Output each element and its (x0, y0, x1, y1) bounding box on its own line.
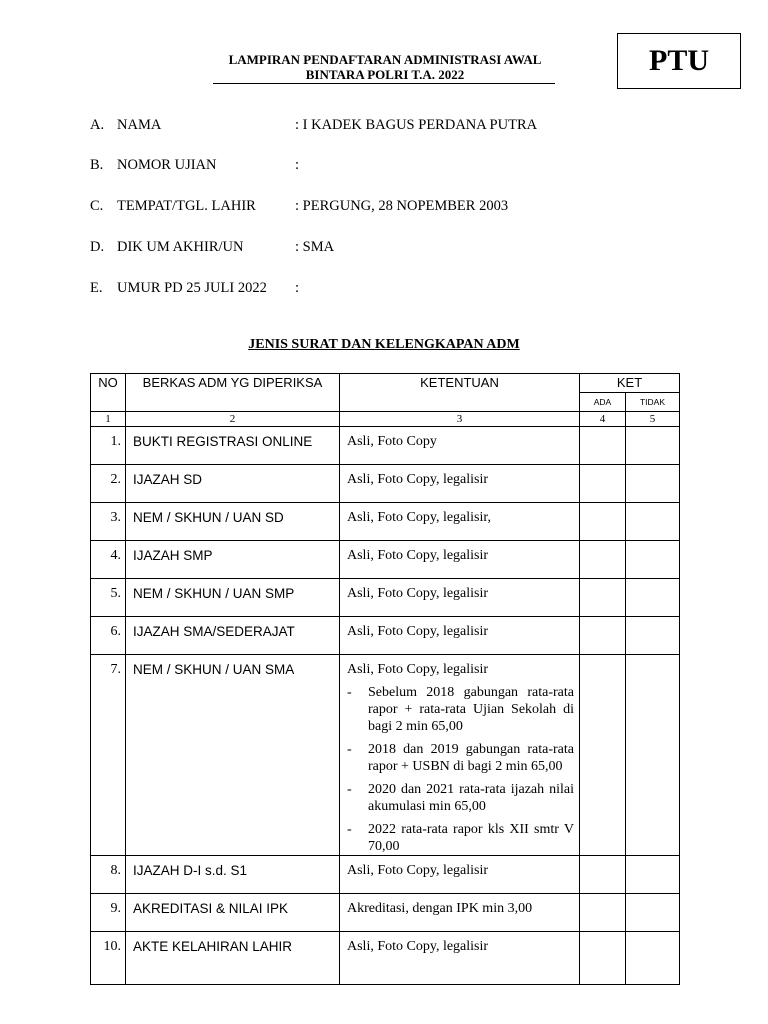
field-letter: C. (90, 198, 104, 214)
row-ketentuan: Asli, Foto Copy, legalisir (340, 932, 580, 985)
check-tidak[interactable] (626, 894, 680, 932)
check-ada[interactable] (580, 894, 626, 932)
table-row (91, 932, 680, 985)
row-number: 6. (91, 617, 126, 655)
row-number: 1. (91, 427, 126, 465)
check-ada[interactable] (580, 541, 626, 579)
row-berkas: NEM / SKHUN / UAN SMA (126, 655, 340, 856)
field-value: : (295, 157, 300, 173)
row-berkas: IJAZAH SMA/SEDERAJAT (126, 617, 340, 655)
check-tidak[interactable] (626, 579, 680, 617)
check-tidak[interactable] (626, 932, 680, 985)
field-letter: B. (90, 157, 104, 173)
field-letter: D. (90, 239, 105, 255)
table-row (91, 427, 680, 465)
field-letter: A. (90, 117, 105, 133)
row-ketentuan: Akreditasi, dengan IPK min 3,00 (340, 894, 580, 932)
requirement-note: - Sebelum 2018 gabungan rata-rata rapor + rata-rata Ujian Sekolah di bagi 2 min 65,00 (347, 684, 579, 735)
row-berkas: AKTE KELAHIRAN LAHIR (126, 932, 340, 985)
column-number: 3 (340, 412, 580, 427)
check-tidak[interactable] (626, 541, 680, 579)
row-number: 4. (91, 541, 126, 579)
title-line-1: LAMPIRAN PENDAFTARAN ADMINISTRASI AWAL (228, 52, 542, 67)
row-ketentuan: Asli, Foto Copy, legalisir (340, 465, 580, 503)
table-header-row (91, 374, 680, 393)
table-row (91, 465, 680, 503)
column-number: 2 (126, 412, 340, 427)
requirement-notes (347, 684, 579, 855)
table-row (91, 856, 680, 894)
row-berkas: NEM / SKHUN / UAN SD (126, 503, 340, 541)
check-ada[interactable] (580, 856, 626, 894)
field-label: NAMA (117, 117, 162, 133)
code-box: PTU (617, 33, 741, 89)
column-number: 1 (91, 412, 126, 427)
row-ketentuan-detail (340, 655, 580, 856)
table-row (91, 579, 680, 617)
row-number: 9. (91, 894, 126, 932)
row-berkas: IJAZAH D-I s.d. S1 (126, 856, 340, 894)
header-ada: ADA (580, 393, 626, 412)
row-number: 10. (91, 932, 126, 985)
header-no: NO (91, 374, 126, 412)
documents-table (90, 373, 680, 985)
field-label: UMUR PD 25 JULI 2022 (117, 280, 267, 296)
row-number: 2. (91, 465, 126, 503)
section-title-text: JENIS SURAT DAN KELENGKAPAN ADM (248, 337, 520, 352)
row-number: 5. (91, 579, 126, 617)
table-row (91, 541, 680, 579)
field-nomor-ujian (90, 157, 610, 177)
row-berkas: IJAZAH SD (126, 465, 340, 503)
title-underline (213, 83, 555, 84)
table-row (91, 655, 680, 856)
field-value: : I KADEK BAGUS PERDANA PUTRA (295, 117, 538, 133)
table-row (91, 503, 680, 541)
field-nama (90, 117, 610, 137)
header-ket: KET (580, 374, 680, 393)
row-ketentuan: Asli, Foto Copy (340, 427, 580, 465)
row-number: 7. (91, 655, 126, 856)
check-tidak[interactable] (626, 503, 680, 541)
check-ada[interactable] (580, 427, 626, 465)
row-berkas: NEM / SKHUN / UAN SMP (126, 579, 340, 617)
field-letter: E. (90, 280, 103, 296)
field-label: NOMOR UJIAN (117, 157, 217, 173)
row-number: 3. (91, 503, 126, 541)
check-tidak[interactable] (626, 655, 680, 856)
column-number: 4 (580, 412, 626, 427)
check-ada[interactable] (580, 655, 626, 856)
requirement-note: - 2022 rata-rata rapor kls XII smtr V 70,00 (347, 821, 579, 855)
row-ketentuan: Asli, Foto Copy, legalisir (347, 662, 489, 677)
check-ada[interactable] (580, 579, 626, 617)
row-berkas: IJAZAH SMP (126, 541, 340, 579)
check-tidak[interactable] (626, 856, 680, 894)
requirement-note: - 2018 dan 2019 gabungan rata-rata rapor + USBN di bagi 2 min 65,00 (347, 741, 579, 775)
check-ada[interactable] (580, 932, 626, 985)
field-label: TEMPAT/TGL. LAHIR (117, 198, 256, 214)
check-tidak[interactable] (626, 617, 680, 655)
row-ketentuan: Asli, Foto Copy, legalisir (340, 617, 580, 655)
requirement-note: - 2020 dan 2021 rata-rata ijazah nilai akumulasi min 65,00 (347, 781, 579, 815)
field-umur (90, 280, 610, 300)
field-label: DIK UM AKHIR/UN (117, 239, 244, 255)
header-ketentuan: KETENTUAN (340, 374, 580, 412)
row-ketentuan: Asli, Foto Copy, legalisir, (340, 503, 580, 541)
field-value: : PERGUNG, 28 NOPEMBER 2003 (295, 198, 509, 214)
row-ketentuan: Asli, Foto Copy, legalisir (340, 541, 580, 579)
row-ketentuan: Asli, Foto Copy, legalisir (340, 579, 580, 617)
row-berkas: BUKTI REGISTRASI ONLINE (126, 427, 340, 465)
table-row (91, 894, 680, 932)
section-title (90, 337, 678, 353)
check-ada[interactable] (580, 503, 626, 541)
field-dik-um-akhir (90, 239, 610, 259)
column-number-row (91, 412, 680, 427)
field-value: : (295, 280, 300, 296)
table-row (91, 617, 680, 655)
field-tempat-tgl-lahir (90, 198, 610, 218)
row-number: 8. (91, 856, 126, 894)
field-value: : SMA (295, 239, 335, 255)
title-line-2: BINTARA POLRI T.A. 2022 (305, 67, 465, 82)
column-number: 5 (626, 412, 680, 427)
check-tidak[interactable] (626, 427, 680, 465)
row-ketentuan: Asli, Foto Copy, legalisir (340, 856, 580, 894)
row-berkas: AKREDITASI & NILAI IPK (126, 894, 340, 932)
check-ada[interactable] (580, 617, 626, 655)
check-ada[interactable] (580, 465, 626, 503)
document-title (205, 52, 565, 82)
header-tidak: TIDAK (626, 393, 680, 412)
header-berkas: BERKAS ADM YG DIPERIKSA (126, 374, 340, 412)
check-tidak[interactable] (626, 465, 680, 503)
